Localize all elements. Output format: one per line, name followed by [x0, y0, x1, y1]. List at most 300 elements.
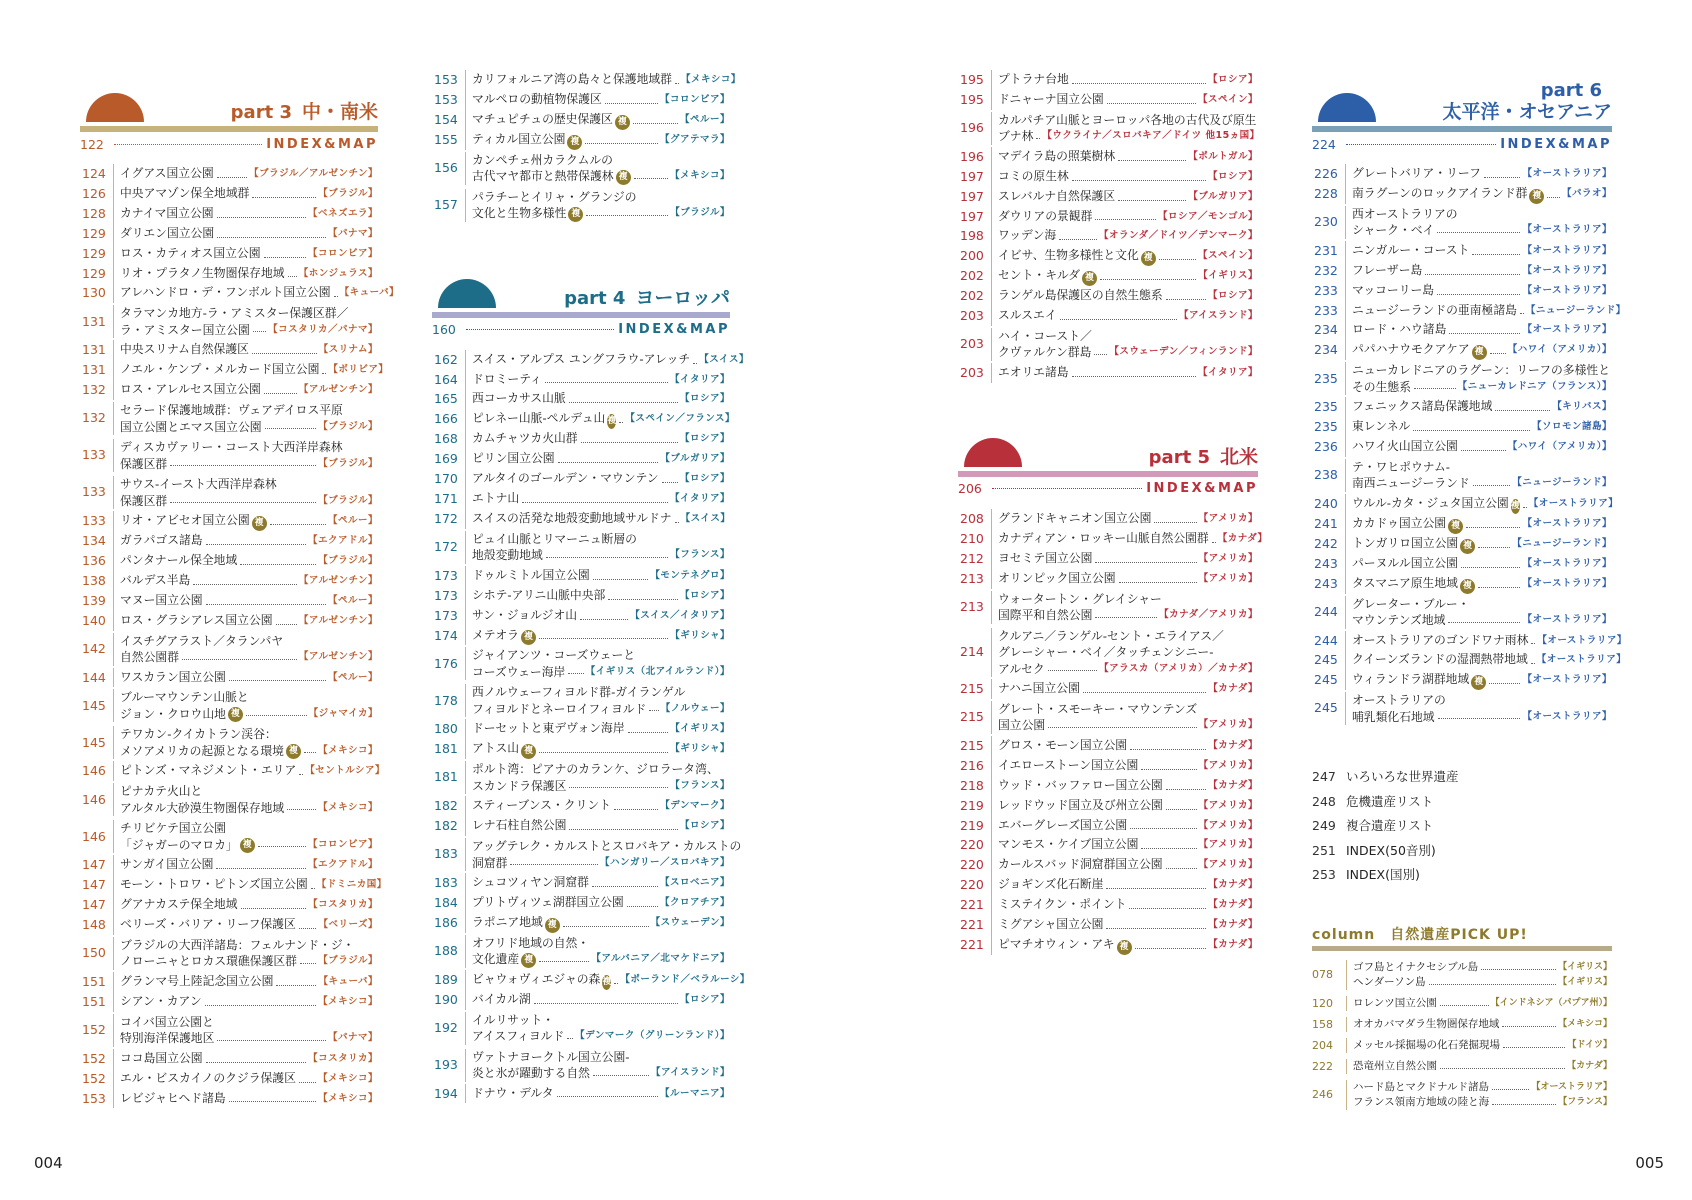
- mixed-heritage-badge: 複: [252, 516, 267, 531]
- entry-page-number: 192: [434, 1019, 458, 1035]
- index-entry[interactable]: [958, 895, 1258, 915]
- entry-body: [465, 739, 730, 759]
- entry-body: [991, 167, 1258, 187]
- index-entry[interactable]: [80, 972, 378, 992]
- index-entry[interactable]: [80, 474, 378, 511]
- index-entry[interactable]: [432, 429, 730, 449]
- dot-leader: [253, 331, 266, 332]
- entry-body: [991, 855, 1258, 875]
- index-entry[interactable]: [432, 370, 730, 390]
- index-entry[interactable]: [80, 380, 378, 400]
- index-entry[interactable]: [958, 147, 1258, 167]
- index-entry[interactable]: [1312, 184, 1612, 204]
- index-entry[interactable]: [1312, 397, 1612, 417]
- index-entry[interactable]: [432, 566, 730, 586]
- entry-name: ナハニ国立公園: [998, 681, 1080, 695]
- entry-country: 【ロシア／モンゴル】: [1157, 210, 1258, 222]
- index-entry[interactable]: [80, 571, 378, 591]
- index-entry[interactable]: [432, 187, 730, 224]
- index-entry[interactable]: [432, 150, 730, 187]
- index-entry[interactable]: [80, 531, 378, 551]
- index-entry[interactable]: [1312, 574, 1612, 594]
- entry-country: 【オーストラリア】: [1522, 614, 1612, 625]
- index-entry[interactable]: [958, 286, 1258, 306]
- entry-page-number: 220: [960, 837, 984, 853]
- dot-leader: [1106, 928, 1206, 929]
- mixed-heritage-badge: 複: [1511, 499, 1520, 514]
- index-entry[interactable]: [432, 1084, 730, 1104]
- entry-name: バイカル湖: [472, 991, 531, 1006]
- entry-page-number: 194: [434, 1085, 458, 1101]
- index-entry[interactable]: [432, 626, 730, 646]
- dot-leader: [1531, 663, 1535, 664]
- index-entry[interactable]: [958, 796, 1258, 816]
- index-entry[interactable]: [958, 246, 1258, 266]
- index-entry[interactable]: [432, 409, 736, 429]
- index-entry[interactable]: [958, 266, 1258, 286]
- dot-leader: [614, 983, 618, 984]
- index-map-label: INDEX&MAP: [266, 136, 378, 152]
- entry-last-line: [472, 701, 730, 718]
- column-page-number: 222: [1312, 1059, 1333, 1073]
- entry-name: グロス・モーン国立公園: [998, 737, 1128, 752]
- entry-country: 【オーストラリア】: [1537, 634, 1627, 646]
- entry-page-number: 234: [1314, 342, 1338, 358]
- index-entry[interactable]: [80, 400, 378, 437]
- entry-body: [1345, 261, 1612, 281]
- index-entry[interactable]: [80, 992, 378, 1012]
- appendix-item[interactable]: [1312, 814, 1612, 839]
- entry-page-number: 146: [82, 828, 106, 844]
- entry-page-number: 147: [82, 857, 106, 873]
- index-entry[interactable]: [80, 855, 378, 875]
- entry-name: ドニャーナ国立公園: [998, 91, 1104, 106]
- index-entry[interactable]: [80, 687, 378, 724]
- entry-country: 【スロベニア】: [659, 877, 730, 889]
- index-map-link[interactable]: [80, 132, 378, 156]
- index-entry[interactable]: [432, 645, 730, 682]
- entry-page-number: 174: [434, 627, 458, 643]
- index-entry[interactable]: [1312, 650, 1627, 670]
- entry-name: ロード・ハウ諸島: [1352, 322, 1447, 337]
- index-entry[interactable]: [1312, 494, 1619, 514]
- mixed-heritage-badge: 複: [521, 630, 536, 645]
- index-entry[interactable]: [958, 306, 1258, 326]
- entry-body: [465, 647, 730, 680]
- index-entry[interactable]: [1312, 514, 1612, 534]
- appendix-item[interactable]: [1312, 790, 1612, 815]
- entry-page-number: 126: [82, 185, 106, 201]
- appendix-page-number: 249: [1312, 818, 1336, 834]
- index-entry[interactable]: [432, 719, 730, 739]
- entry-body: [113, 1049, 378, 1069]
- entry-name-line: 地殻変動地域: [472, 548, 543, 563]
- index-entry[interactable]: [432, 130, 730, 150]
- index-entry[interactable]: [958, 915, 1258, 935]
- entry-country: 【パラオ】: [1561, 187, 1612, 199]
- index-entry[interactable]: [958, 70, 1258, 90]
- index-entry[interactable]: [958, 816, 1258, 836]
- index-entry[interactable]: [80, 360, 389, 380]
- index-entry[interactable]: [80, 204, 378, 224]
- index-entry[interactable]: [80, 761, 386, 781]
- entry-country: 【ルーマニア】: [659, 1087, 730, 1099]
- entry-body: [113, 895, 378, 915]
- index-entry[interactable]: [80, 164, 378, 184]
- entry-body: [991, 187, 1258, 207]
- column-entry-name-line: オオカバマダラ生物圏保存地域: [1353, 1017, 1500, 1030]
- index-entry[interactable]: [432, 606, 730, 626]
- entry-name: クイーンズランドの湿潤熱帯地域: [1352, 652, 1528, 667]
- index-entry[interactable]: [80, 631, 378, 668]
- entry-name-line: 洞窟群: [472, 855, 508, 870]
- index-entry[interactable]: [1312, 690, 1612, 727]
- entry-page-number: 165: [434, 391, 458, 407]
- index-entry[interactable]: [432, 449, 730, 469]
- entry-country: 【エクアドル】: [307, 534, 378, 546]
- entry-body: [465, 489, 730, 509]
- dot-leader: [229, 1101, 316, 1102]
- entry-body: [465, 761, 730, 794]
- part-name: ヨーロッパ: [635, 286, 730, 309]
- dot-leader: [1503, 1047, 1565, 1048]
- entry-name: サン・ジョルジオ山: [472, 607, 578, 622]
- index-entry[interactable]: [1312, 261, 1612, 281]
- mixed-heritage-badge: 複: [567, 135, 582, 150]
- entry-name: マデイラ島の照葉樹林: [998, 148, 1116, 163]
- dot-leader: [217, 237, 326, 238]
- entry-page-number: 245: [1314, 652, 1338, 668]
- dot-leader: [992, 488, 1142, 489]
- index-entry[interactable]: [958, 935, 1258, 955]
- dot-leader: [1437, 232, 1520, 233]
- mixed-heritage-badge: 複: [545, 918, 560, 933]
- index-entry[interactable]: [432, 796, 730, 816]
- entry-name-line: テワカン-クイカトラン渓谷：: [120, 727, 277, 742]
- index-entry[interactable]: [432, 836, 742, 873]
- column-entry[interactable]: [1312, 957, 1612, 993]
- mixed-heritage-badge: 複: [1460, 539, 1475, 554]
- entry-name-line: タラマンカ地方-ラ・アミスター保護区群／: [120, 306, 349, 321]
- index-entry[interactable]: [80, 1089, 378, 1109]
- dot-leader: [539, 638, 668, 639]
- entry-body: [465, 626, 730, 646]
- entry-page-number: 243: [1314, 555, 1338, 571]
- index-entry[interactable]: [80, 895, 378, 915]
- entry-page-number: 164: [434, 371, 458, 387]
- index-entry[interactable]: [80, 437, 378, 474]
- dot-leader: [627, 906, 658, 907]
- index-entry[interactable]: [1312, 241, 1612, 261]
- index-entry[interactable]: [958, 835, 1258, 855]
- index-entry[interactable]: [432, 90, 730, 110]
- entry-name: プトラナ台地: [998, 72, 1069, 86]
- column-entry[interactable]: [1312, 993, 1612, 1014]
- index-entry[interactable]: [80, 818, 378, 855]
- entry-name: カナディアン・ロッキー山脈自然公園群: [998, 530, 1209, 545]
- index-entry[interactable]: [958, 509, 1258, 529]
- dot-leader: [649, 710, 658, 711]
- dot-leader: [593, 579, 649, 580]
- entry-page-number: 152: [82, 1022, 106, 1037]
- index-entry[interactable]: [80, 875, 387, 895]
- dot-leader: [558, 462, 659, 463]
- entry-body: [465, 873, 730, 893]
- entry-name-line: シャーク・ベイ: [1352, 223, 1435, 238]
- entry-page-number: 197: [960, 168, 984, 184]
- index-entry[interactable]: [958, 90, 1258, 110]
- index-entry[interactable]: [1312, 164, 1612, 184]
- dot-leader: [252, 197, 316, 198]
- entry-name: スルスエイ: [998, 308, 1057, 323]
- index-map-link[interactable]: [432, 318, 730, 342]
- dot-leader: [1346, 144, 1496, 145]
- entry-country: 【メキシコ】: [318, 995, 378, 1007]
- entry-name: フェニックス諸島保護地域: [1352, 399, 1493, 414]
- part-number: part 3: [230, 102, 292, 124]
- entry-name-line: 炎と氷が躍動する自然: [472, 1066, 590, 1081]
- index-entry[interactable]: [80, 668, 378, 688]
- column-entry-body: [1346, 960, 1612, 990]
- index-map-link[interactable]: [958, 477, 1258, 501]
- index-entry[interactable]: [1312, 631, 1627, 651]
- index-entry[interactable]: [80, 781, 378, 818]
- index-entry[interactable]: [432, 509, 730, 529]
- entry-name-line: 西オーストラリアの: [1352, 206, 1458, 221]
- column-entry-line: [1353, 1059, 1612, 1074]
- index-entry[interactable]: [80, 1049, 378, 1069]
- entry-page-number: 181: [434, 741, 458, 757]
- entry-body: [991, 895, 1258, 915]
- index-entry[interactable]: [958, 855, 1258, 875]
- entry-last-line: [120, 706, 378, 723]
- column-entry[interactable]: [1312, 1014, 1612, 1035]
- dot-leader: [1212, 542, 1216, 543]
- appendix-page-number: 248: [1312, 793, 1336, 809]
- entry-country: 【オーストラリア】: [1522, 710, 1612, 722]
- entry-name-line: アルセク: [998, 661, 1045, 676]
- index-entry[interactable]: [1312, 204, 1612, 241]
- index-entry[interactable]: [80, 340, 378, 360]
- entry-country: 【ニュージーランド】: [1512, 477, 1612, 489]
- index-entry[interactable]: [958, 699, 1258, 736]
- mixed-heritage-badge: 複: [1117, 940, 1132, 955]
- index-entry[interactable]: [1312, 554, 1612, 574]
- entry-last-line: [472, 951, 730, 968]
- entry-name: シアン・カアン: [120, 993, 202, 1008]
- entry-name: イビサ、生物多様性と文化: [998, 248, 1139, 263]
- appendix-item[interactable]: [1312, 765, 1612, 790]
- index-entry[interactable]: [432, 350, 749, 370]
- dot-leader: [1547, 197, 1560, 198]
- index-entry[interactable]: [80, 1069, 378, 1089]
- entry-country: 【ニュージーランド】: [1525, 304, 1626, 316]
- index-entry[interactable]: [1312, 320, 1612, 340]
- dot-leader: [675, 522, 679, 523]
- index-entry[interactable]: [432, 586, 730, 606]
- index-entry[interactable]: [1312, 594, 1612, 631]
- index-entry[interactable]: [432, 70, 741, 90]
- index-entry[interactable]: [80, 303, 378, 340]
- index-entry[interactable]: [432, 816, 730, 836]
- entry-body: [1345, 417, 1612, 437]
- dot-leader: [217, 1040, 326, 1041]
- entry-page-number: 235: [1314, 370, 1338, 386]
- entry-last-line: [998, 344, 1258, 361]
- index-entry[interactable]: [80, 224, 378, 244]
- index-entry[interactable]: [1312, 437, 1612, 457]
- appendix-title: 複合遺産リスト: [1346, 818, 1434, 834]
- index-entry[interactable]: [80, 511, 378, 531]
- entry-country: 【ブルガリア】: [1188, 190, 1258, 202]
- index-entry[interactable]: [80, 283, 400, 303]
- index-entry[interactable]: [1312, 670, 1612, 690]
- index-entry[interactable]: [958, 736, 1258, 756]
- entry-page-number: 203: [960, 364, 984, 380]
- entry-last-line: [1352, 612, 1612, 629]
- index-entry[interactable]: [1312, 281, 1612, 301]
- appendix-item[interactable]: [1312, 839, 1612, 864]
- entry-body: [1345, 437, 1612, 457]
- entry-country: 【アイスランド】: [650, 1067, 730, 1079]
- index-entry[interactable]: [958, 226, 1258, 246]
- dot-leader: [287, 809, 316, 810]
- index-entry[interactable]: [432, 893, 730, 913]
- entry-country: 【ポルトガル】: [1188, 150, 1258, 162]
- index-entry[interactable]: [958, 326, 1258, 363]
- index-entry[interactable]: [1312, 457, 1612, 494]
- index-entry[interactable]: [958, 363, 1258, 383]
- dot-leader: [1502, 1026, 1556, 1027]
- index-entry[interactable]: [432, 759, 730, 796]
- dot-leader: [170, 465, 316, 466]
- index-entry[interactable]: [958, 679, 1258, 699]
- entry-page-number: 129: [82, 245, 106, 261]
- dot-leader: [206, 604, 326, 605]
- index-entry[interactable]: [80, 915, 378, 935]
- entry-name: リオ・プラタノ生物圏保存地域: [120, 265, 285, 280]
- index-entry[interactable]: [80, 1012, 378, 1049]
- index-entry[interactable]: [80, 551, 378, 571]
- index-entry[interactable]: [432, 1010, 730, 1047]
- index-entry[interactable]: [80, 591, 378, 611]
- entry-country: 【スウェーデン】: [650, 916, 730, 928]
- column-entry-country-line: 【インドネシア（パプア州）】: [1490, 997, 1612, 1008]
- entry-body: [465, 970, 750, 990]
- entry-body: [113, 1089, 378, 1109]
- entry-page-number: 188: [434, 943, 458, 958]
- index-entry[interactable]: [432, 1047, 730, 1084]
- entry-country: 【エクアドル】: [307, 859, 378, 871]
- index-entry[interactable]: [958, 756, 1258, 776]
- entry-name: トンガリロ国立公園: [1352, 535, 1459, 550]
- part-title: [1443, 81, 1612, 124]
- index-entry[interactable]: [958, 529, 1268, 549]
- index-entry[interactable]: [432, 389, 730, 409]
- index-map-page: 206: [958, 481, 982, 497]
- index-entry[interactable]: [432, 913, 730, 933]
- index-entry[interactable]: [958, 589, 1258, 626]
- dot-leader: [114, 144, 262, 145]
- index-entry[interactable]: [958, 776, 1258, 796]
- entry-country: 【ブルガリア】: [660, 453, 730, 465]
- index-entry[interactable]: [958, 569, 1258, 589]
- index-entry[interactable]: [958, 187, 1258, 207]
- index-entry[interactable]: [958, 110, 1258, 147]
- entry-page-number: 203: [960, 308, 984, 324]
- column-entry-country-line: 【オーストラリア】: [1531, 1081, 1612, 1092]
- index-entry[interactable]: [432, 682, 730, 719]
- entry-page-number: 145: [82, 734, 106, 750]
- entry-body: [1345, 320, 1612, 340]
- column-entry-name-line: ハード島とマクドナルド諸島: [1353, 1080, 1489, 1093]
- index-entry[interactable]: [432, 489, 730, 509]
- index-entry[interactable]: [432, 110, 730, 130]
- sun-motif-icon: [964, 438, 1022, 467]
- entry-name: ラポニア地域: [472, 914, 543, 929]
- index-entry[interactable]: [958, 875, 1258, 895]
- index-entry[interactable]: [80, 244, 378, 264]
- index-entry[interactable]: [1312, 301, 1626, 321]
- column-entry[interactable]: [1312, 1077, 1612, 1113]
- index-entry[interactable]: [432, 873, 730, 893]
- column-entry[interactable]: [1312, 1035, 1612, 1056]
- index-entry[interactable]: [958, 207, 1258, 227]
- appendix-item[interactable]: [1312, 863, 1612, 888]
- index-entry[interactable]: [432, 469, 730, 489]
- index-entry[interactable]: [1312, 534, 1612, 554]
- index-entry[interactable]: [958, 626, 1258, 680]
- index-entry[interactable]: [432, 739, 730, 759]
- column-entry-name-line: ゴフ島とイナクセシブル島: [1353, 960, 1479, 973]
- entry-body: [113, 1069, 378, 1089]
- index-map-page: 122: [80, 136, 104, 152]
- dot-leader: [1141, 769, 1196, 770]
- index-entry[interactable]: [432, 990, 730, 1010]
- entry-body: [465, 509, 730, 529]
- dot-leader: [1166, 789, 1207, 790]
- index-entry[interactable]: [958, 167, 1258, 187]
- entry-page-number: 234: [1314, 322, 1338, 338]
- entry-body: [113, 689, 378, 722]
- entry-name: カカドゥ国立公園: [1352, 515, 1447, 530]
- index-entry[interactable]: [80, 935, 378, 972]
- index-entry[interactable]: [80, 724, 378, 761]
- index-entry[interactable]: [432, 933, 730, 970]
- entry-country: 【ギリシャ】: [670, 629, 730, 641]
- entry-name-line: チリビケテ国立公園: [120, 821, 226, 836]
- entry-country: 【ロシア】: [679, 820, 730, 832]
- entry-page-number: 244: [1314, 632, 1338, 648]
- index-entry[interactable]: [1312, 417, 1612, 437]
- index-entry[interactable]: [1312, 360, 1612, 397]
- index-entry[interactable]: [432, 529, 730, 566]
- entry-last-line: [1352, 222, 1612, 239]
- index-entry[interactable]: [1312, 340, 1612, 360]
- column-page-number: 120: [1312, 996, 1333, 1010]
- column-entry[interactable]: [1312, 1056, 1612, 1077]
- dot-leader: [1520, 313, 1524, 314]
- index-entry[interactable]: [80, 184, 378, 204]
- index-entry[interactable]: [80, 264, 378, 284]
- entry-country: 【アイスランド】: [1178, 310, 1258, 322]
- index-entry[interactable]: [432, 970, 750, 990]
- index-map-link[interactable]: [1312, 132, 1612, 156]
- entry-page-number: 183: [434, 846, 458, 862]
- index-entry[interactable]: [80, 611, 378, 631]
- index-entry[interactable]: [958, 549, 1258, 569]
- entry-name: エオリエ諸島: [998, 364, 1069, 379]
